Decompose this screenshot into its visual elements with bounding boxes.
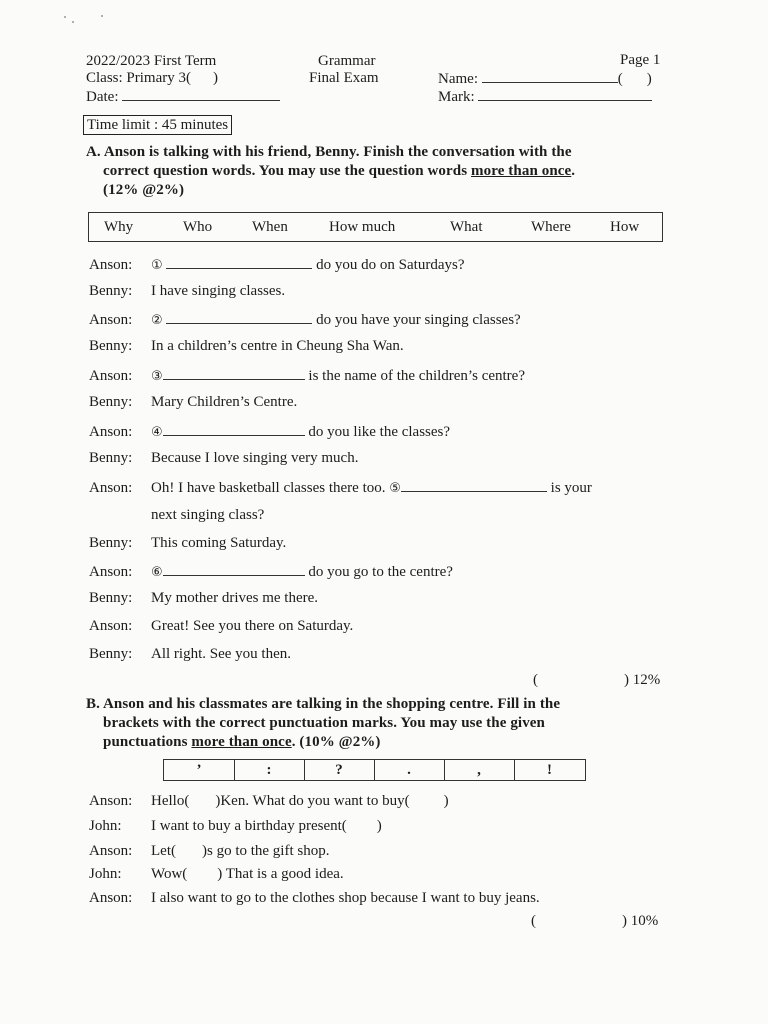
dialogue-line: Benny: I have singing classes. (89, 283, 286, 299)
word-option: How (610, 218, 640, 235)
word-option: How much (329, 218, 396, 235)
question-word-box (88, 212, 663, 242)
punctuation-option: , (444, 760, 515, 780)
section-b-title-line3: punctuations more than once. (10% @2%) (103, 734, 381, 750)
time-limit: Time limit : 45 minutes (83, 115, 232, 135)
answer-blank-2[interactable] (166, 310, 312, 324)
punctuation-option: ’ (164, 760, 235, 780)
dialogue-line: John: Wow( ) That is a good idea. (89, 866, 344, 882)
section-a-score-open: ( (533, 672, 538, 688)
subject: Grammar (318, 53, 376, 69)
section-b-score: ) 10% (622, 913, 659, 929)
dialogue-line: Anson: ④ do you like the classes? (89, 424, 451, 440)
section-a-title-line2: correct question words. You may use the question words more than once. (103, 163, 576, 179)
section-a-title-line3: (12% @2%) (103, 182, 185, 198)
dialogue-line: Anson: I also want to go to the clothes shop because I want to buy jeans. (89, 890, 540, 906)
answer-blank-3[interactable] (163, 366, 305, 380)
punctuation-option: : (234, 760, 305, 780)
punctuation-option: ? (304, 760, 375, 780)
answer-blank-5[interactable] (401, 478, 547, 492)
dialogue-line: Anson: ⑥ do you go to the centre? (89, 564, 453, 580)
answer-blank-6[interactable] (163, 562, 305, 576)
answer-blank-4[interactable] (163, 422, 305, 436)
punctuation-option: . (374, 760, 445, 780)
section-a-score: ) 12% (624, 672, 661, 688)
word-option: What (450, 218, 483, 235)
dialogue-line: Benny: Mary Children’s Centre. (89, 394, 298, 410)
dialogue-line: Benny: In a children’s centre in Cheung Sha Wan. (89, 338, 404, 354)
year-term: 2022/2023 First Term (86, 53, 217, 69)
exam-title: Final Exam (309, 70, 379, 86)
dialogue-line: Anson: Great! See you there on Saturday. (89, 618, 354, 634)
name-field[interactable] (482, 69, 618, 83)
class-label: Class: Primary 3( ) (86, 70, 218, 86)
mark-label: Mark: (438, 87, 652, 106)
dialogue-line: Anson: Hello( )Ken. What do you want to buy( ) (89, 793, 449, 809)
section-b-title-line2: brackets with the correct punctuation marks. You may use the given (103, 715, 545, 731)
punctuation-box (163, 759, 586, 781)
page-number: Page 1 (620, 52, 661, 68)
dialogue-line-cont: next singing class? (151, 507, 265, 523)
dialogue-line: Benny: Because I love singing very much. (89, 450, 359, 466)
punctuation-option: ! (547, 762, 552, 778)
scan-speck (64, 16, 66, 18)
dialogue-line: Anson: ① do you do on Saturdays? (89, 257, 465, 273)
dialogue-line: John: I want to buy a birthday present( ) (89, 818, 382, 834)
section-b-score-open: ( (531, 913, 536, 929)
dialogue-line: Anson: Let( )s go to the gift shop. (89, 843, 330, 859)
mark-field[interactable] (478, 87, 652, 101)
scan-speck (101, 15, 103, 17)
dialogue-line: Anson: ③ is the name of the children’s centre? (89, 368, 525, 384)
name-label: Name: ( ) (438, 71, 652, 87)
dialogue-line: Anson: ② do you have your singing classes? (89, 312, 521, 328)
date-field[interactable] (122, 87, 280, 101)
answer-blank-1[interactable] (166, 255, 312, 269)
dialogue-line: Benny: This coming Saturday. (89, 535, 287, 551)
dialogue-line: Benny: All right. See you then. (89, 646, 291, 662)
word-option: Why (104, 218, 134, 235)
scan-speck (72, 21, 74, 23)
dialogue-line: Anson: Oh! I have basketball classes there too. ⑤ is your (89, 480, 592, 496)
word-option: When (252, 218, 288, 235)
date-label: Date: (86, 87, 280, 106)
word-option: Who (183, 218, 213, 235)
section-a-title-line1: A. Anson is talking with his friend, Benny. Finish the conversation with the (86, 144, 572, 160)
word-option: Where (531, 218, 571, 235)
dialogue-line: Benny: My mother drives me there. (89, 590, 319, 606)
section-b-title-line1: B. Anson and his classmates are talking in the shopping centre. Fill in the (86, 696, 561, 712)
